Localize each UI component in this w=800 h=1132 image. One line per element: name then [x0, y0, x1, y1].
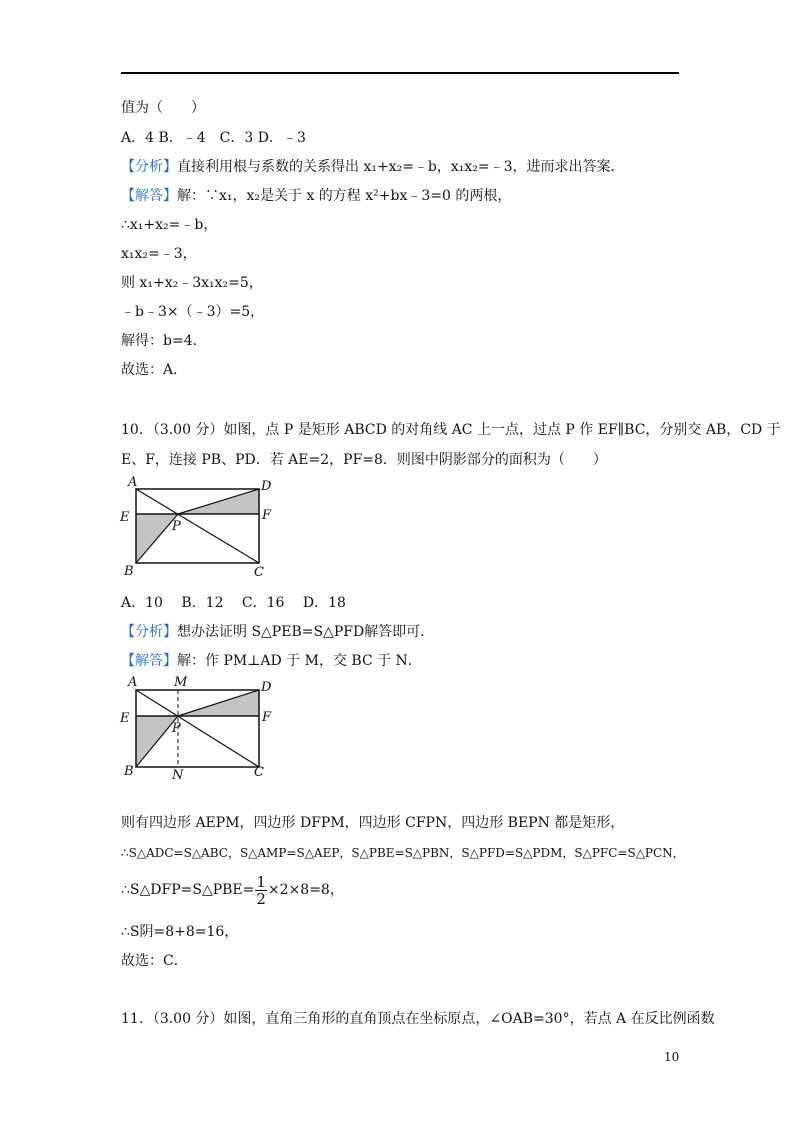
rectangle-figure-1 — [116, 474, 286, 582]
fraction-numerator: 1 — [256, 872, 266, 891]
label-f: F — [262, 710, 272, 725]
label-m: M — [174, 675, 188, 690]
q10-choice: 故选：C． — [121, 953, 188, 969]
answer-tag: 【解答】 — [121, 653, 177, 669]
area-equation-prefix: ∴S△DFP=S△PBE= — [121, 882, 255, 898]
label-b: B — [124, 764, 134, 779]
q11-stem: 11．（3.00 分）如图，直角三角形的直角顶点在坐标原点，∠OAB=30°，若点 A 在反比例函数 — [121, 1011, 715, 1027]
q10-solution-line-2: ∴S△ADC=S△ABC，S△AMP=S△AEP，S△PBE=S△PBN，S△PFD=S△PDM，S△PFC=S△PCN， — [121, 846, 685, 860]
q9-choice: 故选：A． — [121, 362, 188, 378]
page-number: 10 — [664, 1050, 680, 1064]
q10-stem-line-2: E、F，连接 PB、PD．若 AE=2，PF=8．则图中阴影部分的面积为（ ） — [121, 452, 607, 468]
q9-options: A．4 B．﹣4 C．3 D．﹣3 — [121, 130, 306, 146]
label-n: N — [172, 768, 184, 782]
q10-solution-line-3 — [121, 872, 344, 908]
q9-step-4: ﹣b﹣3×（﹣3）=5， — [121, 304, 265, 320]
q9-step-3: 则 x₁+x₂﹣3x₁x₂=5， — [121, 275, 263, 291]
q10-solution-line-4: ∴S阴=8+8=16， — [121, 924, 239, 940]
analysis-tag: 【分析】 — [121, 159, 177, 175]
answer-tag: 【解答】 — [121, 188, 177, 204]
q10-solution-line-1: 则有四边形 AEPM，四边形 DFPM，四边形 CFPN，四边形 BEPN 都是矩形， — [121, 815, 625, 831]
header-rule — [121, 72, 679, 74]
analysis-text: 直接利用根与系数的关系得出 x₁+x₂=﹣b，x₁x₂=﹣3，进而求出答案． — [177, 159, 625, 175]
q10-options: A．10 B．12 C．16 D．18 — [121, 595, 346, 611]
q10-analysis — [121, 622, 434, 642]
label-e: E — [120, 510, 130, 525]
q10-answer — [121, 651, 422, 671]
label-c: C — [254, 765, 264, 780]
label-a: A — [128, 475, 138, 490]
label-p: P — [172, 721, 181, 736]
rectangle-figure-2 — [116, 674, 286, 782]
analysis-text: 想办法证明 S△PEB=S△PFD解答即可． — [177, 624, 435, 640]
q9-analysis — [121, 157, 625, 177]
label-a: A — [128, 675, 138, 690]
q9-step-1: ∴x₁+x₂=﹣b， — [121, 217, 218, 233]
fraction-denominator: 2 — [256, 889, 266, 908]
label-e: E — [120, 711, 130, 726]
q9-step-5: 解得：b=4． — [121, 333, 207, 349]
label-d: D — [261, 479, 272, 494]
answer-text: 解：∵x₁，x₂是关于 x 的方程 x²+bx﹣3=0 的两根， — [177, 188, 512, 204]
label-f: F — [262, 508, 272, 523]
q10-stem-line-1: 10．（3.00 分）如图，点 P 是矩形 ABCD 的对角线 AC 上一点，过点 P 作 EF∥BC，分别交 AB，CD 于 — [121, 422, 781, 438]
answer-text: 解：作 PM⊥AD 于 M，交 BC 于 N． — [177, 653, 422, 669]
q9-step-2: x₁x₂=﹣3， — [121, 246, 197, 262]
fraction-one-half — [255, 874, 267, 907]
q9-answer — [121, 186, 511, 206]
label-b: B — [124, 564, 134, 579]
area-equation-suffix: ×2×8=8， — [267, 882, 344, 898]
q9-stem-cont: 值为（ ） — [121, 100, 205, 116]
label-p: P — [172, 519, 181, 534]
analysis-tag: 【分析】 — [121, 624, 177, 640]
label-d: D — [261, 680, 272, 695]
label-c: C — [254, 565, 264, 580]
